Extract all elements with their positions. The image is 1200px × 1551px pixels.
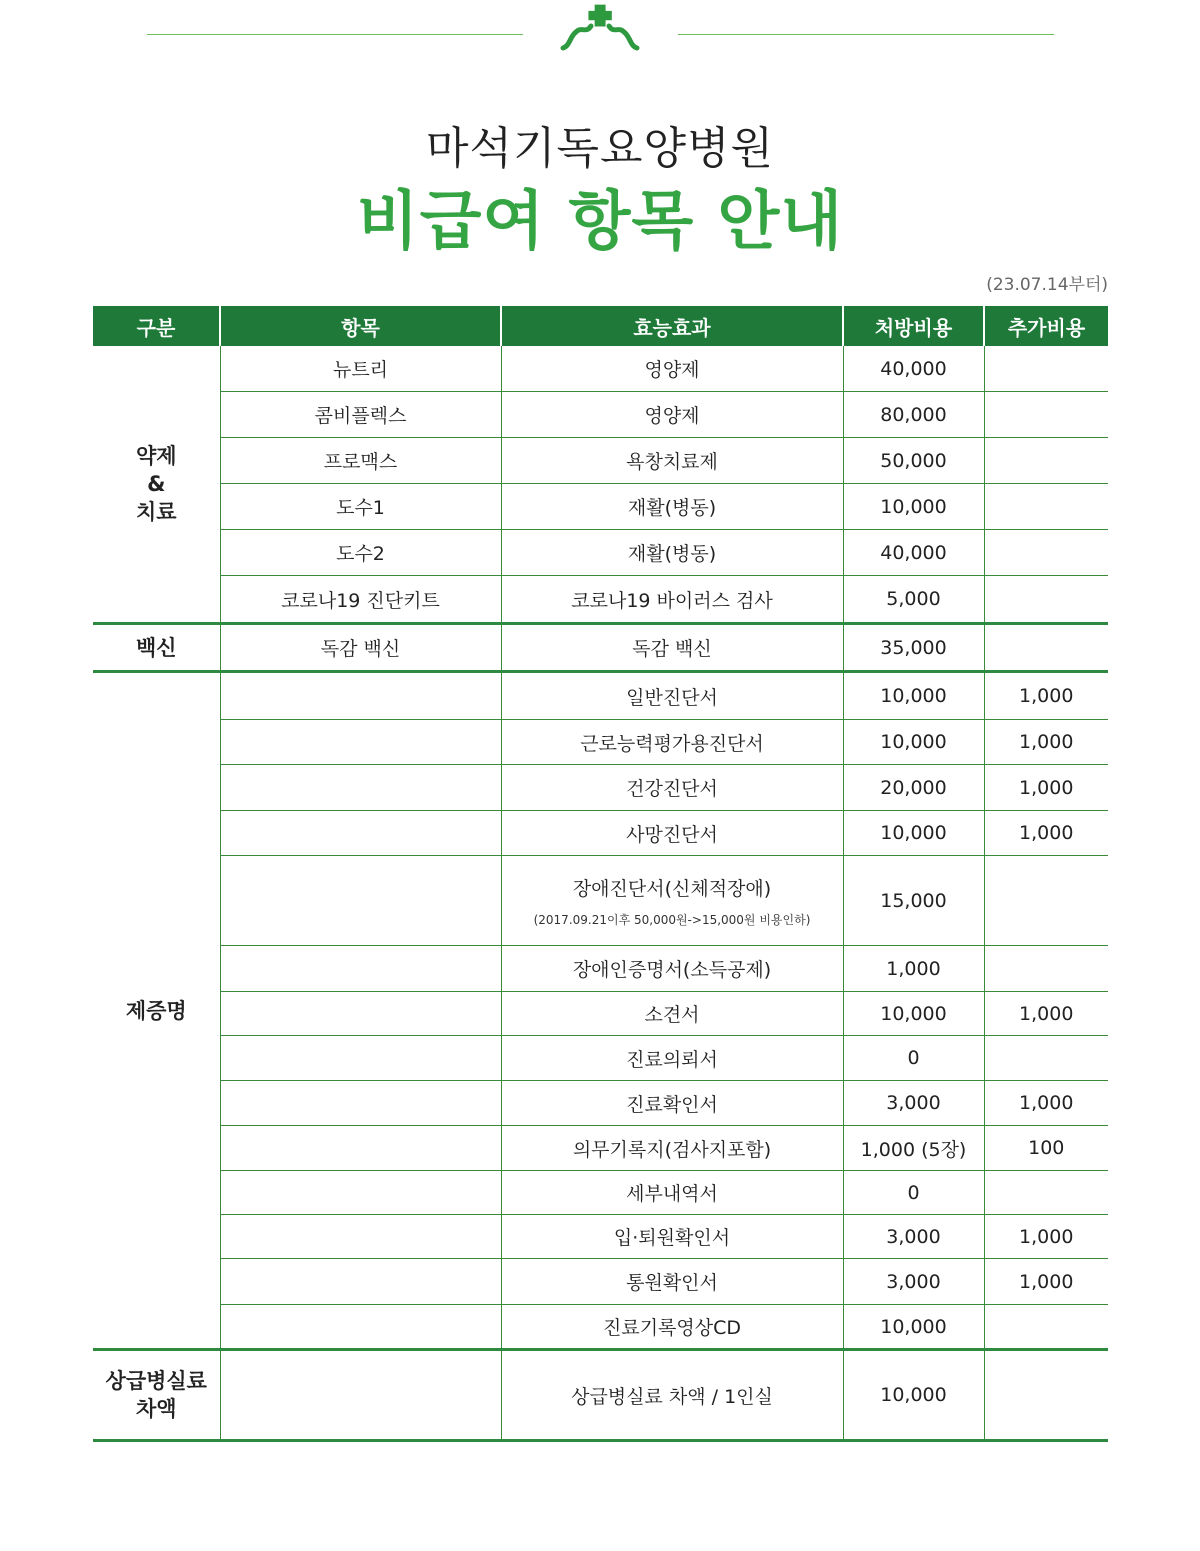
effect-text: 세부내역서 <box>626 1183 718 1205</box>
effect-cell <box>501 1305 843 1350</box>
extra-cost-cell <box>984 1350 1108 1441</box>
table-row <box>93 1215 1108 1259</box>
table-row <box>93 720 1108 765</box>
item-cell <box>220 811 501 856</box>
item-cell: 코로나19 진단키트 <box>220 576 501 624</box>
column-header-item: 항목 <box>220 306 501 346</box>
item-cell <box>220 720 501 765</box>
extra-cost-cell: 1,000 <box>984 1215 1108 1259</box>
table-row <box>93 1171 1108 1215</box>
table-row <box>93 392 1108 438</box>
extra-cost-cell <box>984 392 1108 438</box>
effect-cell <box>501 765 843 811</box>
cost-cell: 10,000 <box>843 1305 984 1350</box>
table-row <box>93 1259 1108 1305</box>
item-cell <box>220 672 501 720</box>
category-cell: 상급병실료 차액 <box>93 1350 220 1441</box>
item-cell <box>220 992 501 1036</box>
cost-cell: 5,000 <box>843 576 984 624</box>
table-row <box>93 484 1108 530</box>
effect-text: 영양제 <box>644 405 700 427</box>
cost-cell: 3,000 <box>843 1215 984 1259</box>
effect-cell <box>501 1171 843 1215</box>
table-header-row <box>93 306 1108 346</box>
cost-cell: 10,000 <box>843 484 984 530</box>
cost-cell: 1,000 <box>843 946 984 992</box>
cost-cell: 40,000 <box>843 530 984 576</box>
item-cell <box>220 1305 501 1350</box>
extra-cost-cell: 100 <box>984 1126 1108 1171</box>
item-cell <box>220 1171 501 1215</box>
cost-cell: 10,000 <box>843 720 984 765</box>
extra-cost-cell <box>984 1305 1108 1350</box>
effect-text: 코로나19 바이러스 검사 <box>571 589 773 612</box>
item-cell <box>220 856 501 946</box>
table-row <box>93 992 1108 1036</box>
column-header-cost: 처방비용 <box>843 306 984 346</box>
effect-cell <box>501 484 843 530</box>
category-cell: 약제 & 치료 <box>93 346 220 624</box>
extra-cost-cell: 1,000 <box>984 811 1108 856</box>
effect-text: 영양제 <box>644 359 700 381</box>
hospital-cross-logo-icon <box>558 2 642 54</box>
effect-text: 진료확인서 <box>626 1093 718 1116</box>
item-cell <box>220 1126 501 1171</box>
table-row <box>93 530 1108 576</box>
extra-cost-cell: 1,000 <box>984 765 1108 811</box>
table-row <box>93 1081 1108 1126</box>
cost-cell: 35,000 <box>843 624 984 672</box>
item-cell <box>220 765 501 811</box>
cost-cell: 3,000 <box>843 1259 984 1305</box>
effect-cell <box>501 438 843 484</box>
cost-cell: 0 <box>843 1171 984 1215</box>
effect-text: 장애인증명서(소득공제) <box>572 959 772 981</box>
effect-cell <box>501 992 843 1036</box>
effect-note: (2017.09.21이후 50,000원->15,000원 비용인하) <box>533 912 811 927</box>
category-cell: 제증명 <box>93 672 220 1350</box>
table-row <box>93 946 1108 992</box>
table-row <box>93 856 1108 946</box>
table-row <box>93 811 1108 856</box>
cost-cell: 10,000 <box>843 1350 984 1441</box>
item-cell: 도수1 <box>220 484 501 530</box>
effect-text: 독감 백신 <box>632 638 712 660</box>
effect-text: 의무기록지(검사지포함) <box>572 1138 772 1161</box>
effect-cell <box>501 392 843 438</box>
extra-cost-cell: 1,000 <box>984 992 1108 1036</box>
cost-cell: 40,000 <box>843 346 984 392</box>
effect-cell <box>501 811 843 856</box>
cost-cell: 0 <box>843 1036 984 1081</box>
column-header-extra: 추가비용 <box>984 306 1108 346</box>
table-row <box>93 624 1108 672</box>
extra-cost-cell <box>984 856 1108 946</box>
hospital-name: 마석기독요양병원 <box>425 123 775 174</box>
effect-cell <box>501 346 843 392</box>
item-cell <box>220 1081 501 1126</box>
effect-text: 소견서 <box>644 1004 700 1026</box>
effect-cell <box>501 624 843 672</box>
extra-cost-cell <box>984 624 1108 672</box>
effect-text: 진료의뢰서 <box>626 1048 718 1071</box>
extra-cost-cell <box>984 1171 1108 1215</box>
effect-text: 상급병실료 차액 / 1인실 <box>571 1385 773 1408</box>
effect-cell <box>501 1215 843 1259</box>
cost-cell: 50,000 <box>843 438 984 484</box>
effect-text: 재활(병동) <box>627 497 717 519</box>
effect-cell <box>501 720 843 765</box>
cost-cell: 15,000 <box>843 856 984 946</box>
category-cell: 백신 <box>93 624 220 672</box>
column-header-effect: 효능효과 <box>501 306 843 346</box>
effect-text: 통원확인서 <box>626 1272 718 1294</box>
effect-text: 입·퇴원확인서 <box>613 1227 731 1249</box>
effect-cell <box>501 672 843 720</box>
effect-text: 일반진단서 <box>626 686 718 709</box>
extra-cost-cell <box>984 946 1108 992</box>
effect-text: 사망진단서 <box>626 823 718 846</box>
extra-cost-cell: 1,000 <box>984 1081 1108 1126</box>
cost-cell: 20,000 <box>843 765 984 811</box>
effect-cell <box>501 1259 843 1305</box>
divider-line-right <box>678 34 1054 35</box>
item-cell <box>220 1350 501 1441</box>
effect-cell <box>501 1036 843 1081</box>
cost-cell: 10,000 <box>843 992 984 1036</box>
item-cell: 프로맥스 <box>220 438 501 484</box>
item-cell: 독감 백신 <box>220 624 501 672</box>
item-cell <box>220 946 501 992</box>
effect-text: 근로능력평가용진단서 <box>580 732 764 755</box>
table-row <box>93 1350 1108 1441</box>
extra-cost-cell <box>984 530 1108 576</box>
effect-text: 장애진단서(신체적장애) <box>572 877 772 900</box>
effect-cell <box>501 946 843 992</box>
effect-cell <box>501 1081 843 1126</box>
table-row <box>93 1305 1108 1350</box>
extra-cost-cell <box>984 438 1108 484</box>
item-cell <box>220 1259 501 1305</box>
page-title: 비급여 항목 안내 <box>356 185 844 259</box>
table-row <box>93 765 1108 811</box>
cost-cell: 10,000 <box>843 811 984 856</box>
extra-cost-cell <box>984 346 1108 392</box>
effect-cell <box>501 1126 843 1171</box>
top-decoration <box>0 0 1200 60</box>
item-cell: 도수2 <box>220 530 501 576</box>
extra-cost-cell: 1,000 <box>984 720 1108 765</box>
column-header-category: 구분 <box>93 306 220 346</box>
table-body <box>93 346 1108 1441</box>
fee-table <box>93 306 1108 1442</box>
effective-date: (23.07.14부터) <box>986 275 1108 295</box>
effect-text: 건강진단서 <box>626 778 718 800</box>
effect-text: 욕창치료제 <box>626 451 718 473</box>
effect-cell <box>501 576 843 624</box>
extra-cost-cell <box>984 1036 1108 1081</box>
effect-cell <box>501 530 843 576</box>
cost-cell: 10,000 <box>843 672 984 720</box>
table-row <box>93 576 1108 624</box>
item-cell <box>220 1215 501 1259</box>
table-row <box>93 438 1108 484</box>
extra-cost-cell <box>984 576 1108 624</box>
table-row <box>93 346 1108 392</box>
table-row <box>93 1126 1108 1171</box>
effect-text: 진료기록영상CD <box>602 1317 742 1339</box>
divider-line-left <box>147 34 523 35</box>
cost-cell: 1,000 (5장) <box>843 1126 984 1171</box>
item-cell <box>220 1036 501 1081</box>
cost-cell: 3,000 <box>843 1081 984 1126</box>
effect-cell <box>501 1350 843 1441</box>
effect-cell <box>501 856 843 946</box>
item-cell: 뉴트리 <box>220 346 501 392</box>
extra-cost-cell: 1,000 <box>984 672 1108 720</box>
cost-cell: 80,000 <box>843 392 984 438</box>
extra-cost-cell: 1,000 <box>984 1259 1108 1305</box>
table-row <box>93 1036 1108 1081</box>
table-row <box>93 672 1108 720</box>
item-cell: 콤비플렉스 <box>220 392 501 438</box>
effect-text: 재활(병동) <box>627 543 717 565</box>
extra-cost-cell <box>984 484 1108 530</box>
